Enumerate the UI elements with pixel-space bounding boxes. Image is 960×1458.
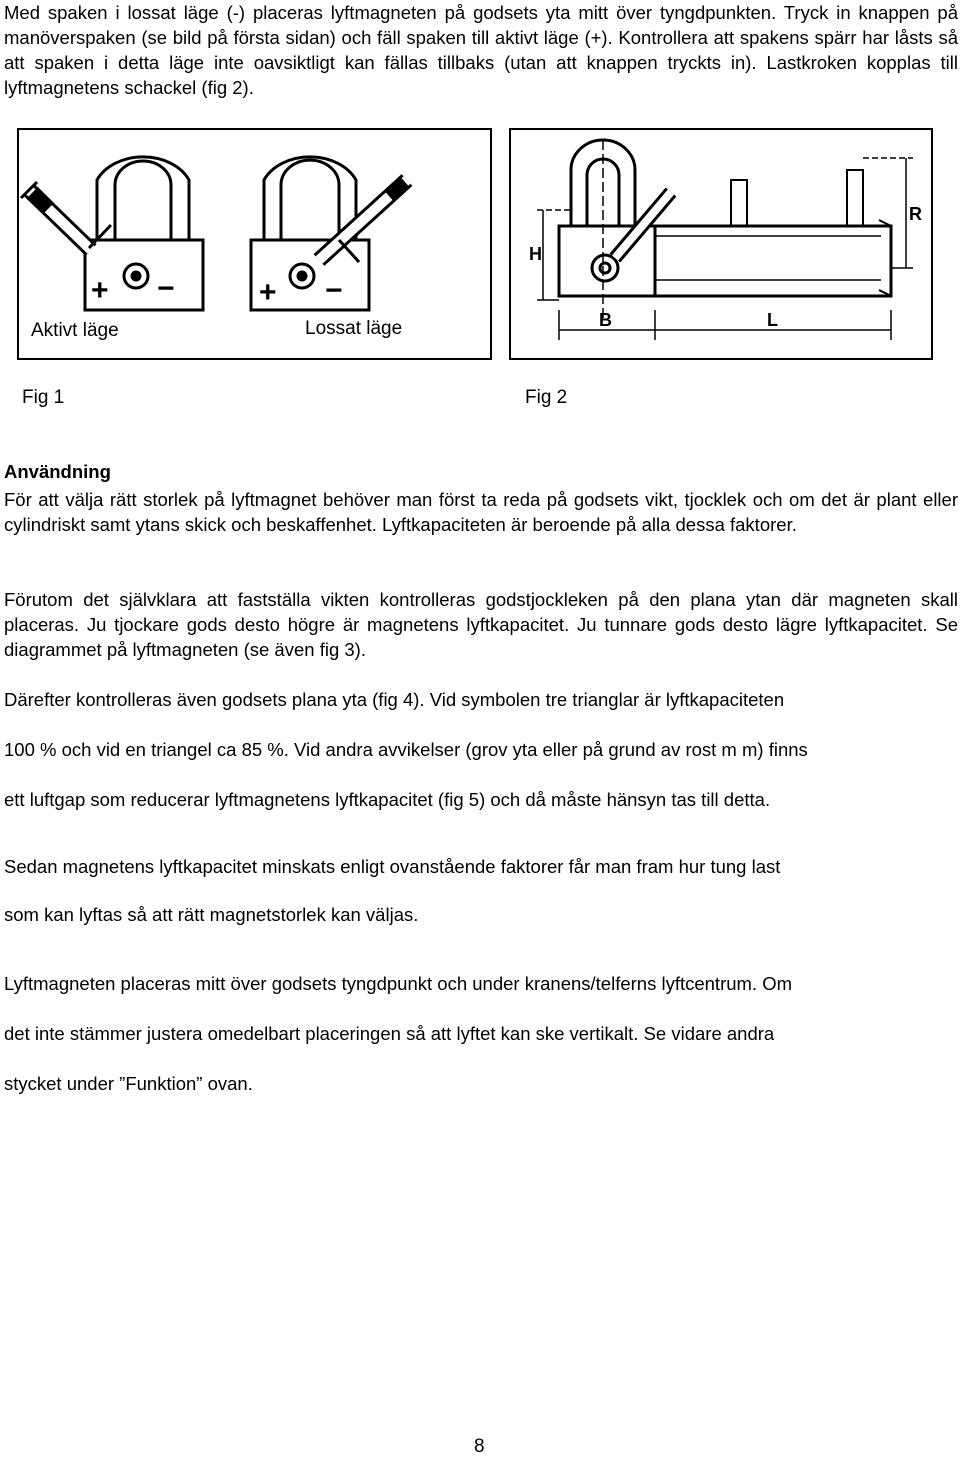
dim-l-label: L <box>767 310 778 330</box>
intro-paragraph: Med spaken i lossat läge (-) placeras lyftmagneten på godsets yta mitt över tyngdpunkten. Tryck in knappen på manöverspaken (se bild på första sidan) och fäll spaken till aktivt läge (+). Kontrollera att spakens spärr har låsts så att spaken i detta läge inte oavsiktligt kan fällas tillbaks (utan att knappen tryckts in). Lastkroken kopplas till lyftmagnetens schackel (fig 2). <box>4 2 958 98</box>
label-active: Aktivt läge <box>31 320 119 341</box>
label-released: Lossat läge <box>305 318 403 339</box>
usage-line-4: Sedan magnetens lyftkapacitet minskats enligt ovanstående faktorer får man fram hur tung last <box>4 856 781 877</box>
figure-2-box <box>509 128 933 360</box>
magnet-dimension-illustration <box>559 140 891 296</box>
usage-line-7: det inte stämmer justera omedelbart placeringen så att lyftet kan ske vertikalt. Se vidare andra <box>4 1023 775 1044</box>
dim-h-label: H <box>529 244 542 264</box>
plus-sign-left: + <box>91 274 109 307</box>
minus-sign-right: − <box>325 274 343 307</box>
usage-line-5: som kan lyftas så att rätt magnetstorlek kan väljas. <box>4 904 419 925</box>
usage-line-6: Lyftmagneten placeras mitt över godsets tyngdpunkt och under kranens/telferns lyftcentrum. Om <box>4 973 793 994</box>
usage-line-1: Därefter kontrolleras även godsets plana yta (fig 4). Vid symbolen tre trianglar är lyftkapaciteten <box>4 689 785 710</box>
usage-heading: Användning <box>4 461 111 482</box>
minus-sign-left: − <box>157 272 175 305</box>
page-number: 8 <box>474 1436 485 1457</box>
figure-2-caption: Fig 2 <box>525 387 568 408</box>
usage-line-8: stycket under ”Funktion” ovan. <box>4 1073 253 1094</box>
dim-b-label: B <box>599 310 612 330</box>
usage-line-2: 100 % och vid en triangel ca 85 %. Vid andra avvikelser (grov yta eller på grund av rost m m) finns <box>4 739 808 760</box>
magnet-active-illustration <box>21 157 203 310</box>
figure-1-box <box>17 128 492 360</box>
usage-paragraph-2: Förutom det självklara att fastställa vikten kontrolleras godstjockleken på den plana ytan där magneten skall placeras. Ju tjockare gods desto högre är magnetens lyftkapacitet. Ju tunnare gods desto lägre lyftkapacitet. Se diagrammet på lyftmagneten (se även fig 3). <box>4 589 958 660</box>
figure-2-drawing <box>511 130 931 358</box>
plus-sign-right: + <box>259 276 277 309</box>
usage-paragraph-1: För att välja rätt storlek på lyftmagnet behöver man först ta reda på godsets vikt, tjocklek och om det är plant eller cylindriskt samt ytans skick och beskaffenhet. Lyftkapaciteten är beroende på alla dessa faktorer. <box>4 489 958 535</box>
usage-line-3: ett luftgap som reducerar lyftmagnetens lyftkapacitet (fig 5) och då måste hänsyn tas till detta. <box>4 789 771 810</box>
figure-1-caption: Fig 1 <box>22 387 65 408</box>
dim-r-label: R <box>909 204 922 224</box>
